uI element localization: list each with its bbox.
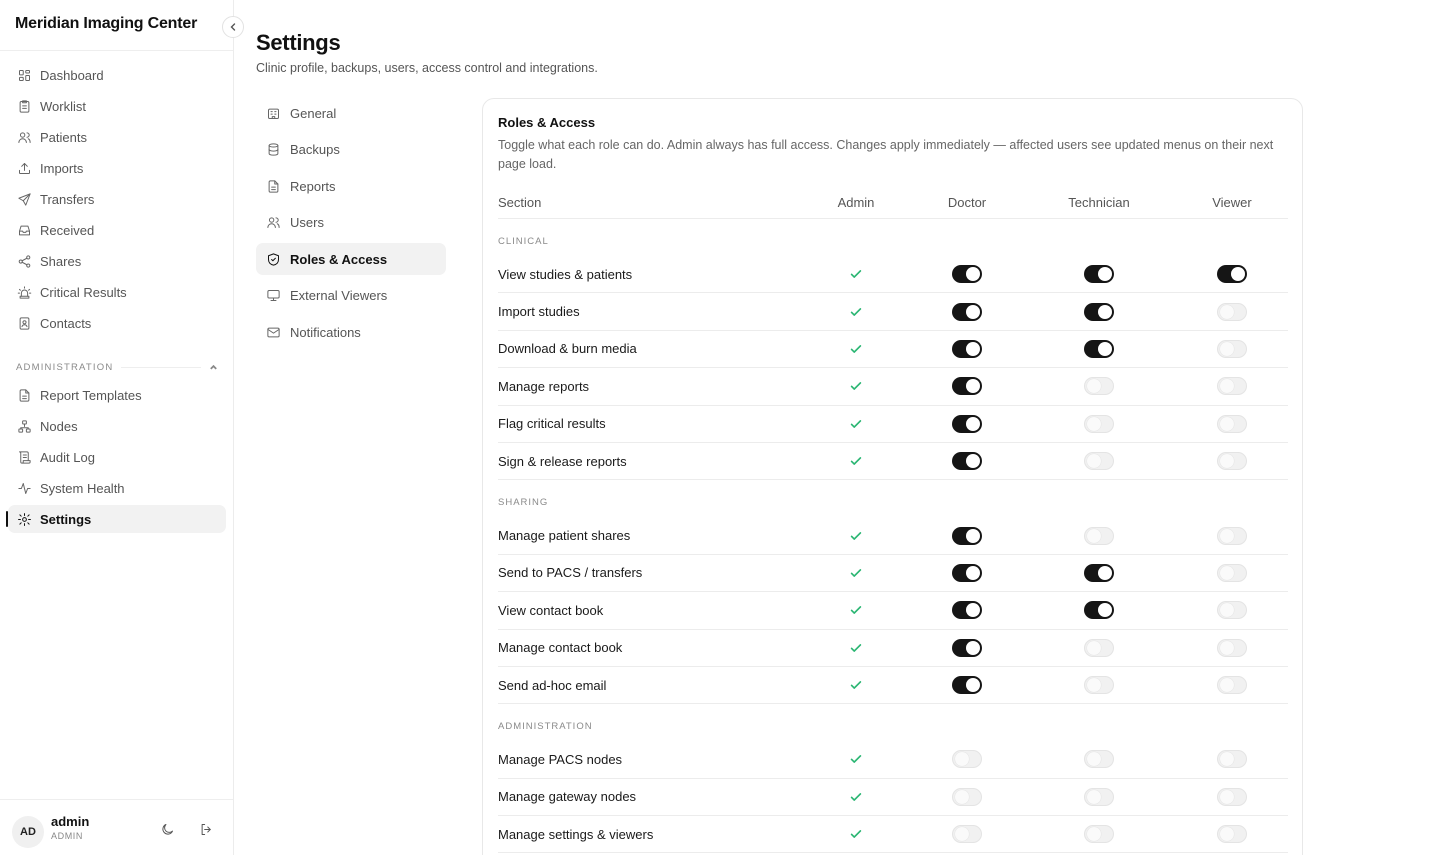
toggle-knob [966, 678, 980, 692]
viewer-cell [1182, 779, 1282, 815]
section-divider [121, 367, 201, 368]
technician-cell [1049, 630, 1149, 666]
doctor-cell [917, 630, 1017, 666]
permission-label: Manage settings & viewers [498, 826, 654, 842]
toggle-knob [1098, 603, 1112, 617]
toggle-knob [1087, 678, 1101, 692]
toggle-knob [966, 641, 980, 655]
nav-item-label: Backups [290, 142, 340, 158]
toggle-knob [1220, 678, 1234, 692]
viewer-cell [1182, 816, 1282, 852]
permission-label: View contact book [498, 602, 604, 618]
upload-icon [17, 161, 32, 176]
group-label-administration: ADMINISTRATION [498, 721, 593, 733]
column-header-section: Section [498, 195, 542, 210]
doctor-cell [917, 592, 1017, 628]
viewer-toggle[interactable] [1217, 303, 1247, 321]
check-icon [849, 603, 863, 617]
viewer-cell [1182, 368, 1282, 404]
toggle-knob [1087, 752, 1101, 766]
table-row [498, 592, 1288, 629]
permission-label: Flag critical results [498, 416, 606, 432]
table-row [498, 555, 1288, 592]
admin-cell [806, 779, 906, 815]
contact-book-icon [17, 316, 32, 331]
monitor-icon [266, 288, 281, 303]
table-row [498, 293, 1288, 330]
viewer-toggle[interactable] [1217, 340, 1247, 358]
toggle-knob [966, 417, 980, 431]
doctor-toggle[interactable] [952, 639, 982, 657]
table-row [498, 667, 1288, 704]
moon-icon [160, 822, 175, 837]
viewer-toggle[interactable] [1217, 415, 1247, 433]
roles-access-card [482, 98, 1303, 855]
technician-cell [1049, 293, 1149, 329]
nav-item-label: System Health [40, 480, 125, 496]
admin-cell [806, 555, 906, 591]
shield-check-icon [266, 252, 281, 267]
viewer-cell [1182, 517, 1282, 553]
nav-item-label: Reports [290, 178, 336, 194]
doctor-cell [917, 368, 1017, 404]
column-header-viewer: Viewer [1212, 195, 1252, 210]
dashboard-icon [17, 68, 32, 83]
doctor-toggle[interactable] [952, 564, 982, 582]
settings-nav-item-external-viewers[interactable] [256, 280, 446, 312]
permission-label: Download & burn media [498, 341, 637, 357]
mail-icon [266, 325, 281, 340]
logout-icon [199, 822, 214, 837]
avatar[interactable]: AD [12, 816, 44, 848]
logout-button[interactable] [197, 820, 215, 838]
check-icon [849, 827, 863, 841]
nav-item-label: Received [40, 222, 95, 238]
file-text-icon [266, 179, 281, 194]
permission-label: Manage PACS nodes [498, 751, 623, 767]
admin-cell [806, 293, 906, 329]
viewer-cell [1182, 293, 1282, 329]
check-icon [849, 678, 863, 692]
gear-icon [17, 512, 32, 527]
toggle-knob [955, 790, 969, 804]
table-row [498, 779, 1288, 816]
toggle-knob [955, 752, 969, 766]
check-icon [849, 342, 863, 356]
toggle-knob [1098, 566, 1112, 580]
nav-item-label: Imports [40, 160, 84, 176]
technician-cell [1049, 256, 1149, 292]
toggle-knob [966, 267, 980, 281]
viewer-toggle[interactable] [1217, 564, 1247, 582]
check-icon [849, 305, 863, 319]
page-subtitle: Clinic profile, backups, users, access control and integrations. [256, 61, 598, 75]
technician-cell [1049, 816, 1149, 852]
toggle-knob [1220, 379, 1234, 393]
doctor-toggle[interactable] [952, 340, 982, 358]
admin-cell [806, 443, 906, 479]
doctor-cell [917, 331, 1017, 367]
chevron-left-icon [228, 22, 238, 32]
admin-cell [806, 517, 906, 553]
admin-cell [806, 331, 906, 367]
permission-label: Send ad-hoc email [498, 677, 607, 693]
sidebar-item-nodes[interactable] [8, 412, 226, 440]
technician-cell [1049, 555, 1149, 591]
technician-toggle[interactable] [1084, 415, 1114, 433]
table-row [498, 406, 1288, 443]
toggle-knob [1087, 790, 1101, 804]
technician-toggle[interactable] [1084, 639, 1114, 657]
viewer-toggle[interactable] [1217, 825, 1247, 843]
settings-nav-item-general[interactable] [256, 97, 446, 129]
toggle-knob [1087, 417, 1101, 431]
permission-label: Manage reports [498, 378, 590, 394]
toggle-knob [1220, 342, 1234, 356]
admin-cell [806, 592, 906, 628]
check-icon [849, 752, 863, 766]
doctor-toggle[interactable] [952, 825, 982, 843]
nav-item-label: Users [290, 215, 324, 231]
chevron-up-icon [209, 363, 218, 372]
technician-cell [1049, 741, 1149, 777]
technician-cell [1049, 443, 1149, 479]
technician-cell [1049, 406, 1149, 442]
permission-label: Import studies [498, 304, 580, 320]
brand-divider [0, 50, 233, 51]
permission-label: Manage patient shares [498, 528, 631, 544]
doctor-cell [917, 741, 1017, 777]
nav-item-label: General [290, 105, 337, 121]
toggle-knob [1220, 752, 1234, 766]
doctor-cell [917, 816, 1017, 852]
clipboard-icon [17, 99, 32, 114]
settings-nav-item-users[interactable] [256, 207, 446, 239]
permission-label: Sign & release reports [498, 453, 627, 469]
inbox-icon [17, 223, 32, 238]
column-header-admin: Admin [837, 195, 875, 210]
doctor-toggle[interactable] [952, 452, 982, 470]
activity-icon [17, 481, 32, 496]
toggle-knob [1087, 529, 1101, 543]
column-header-technician: Technician [1068, 195, 1130, 210]
doctor-cell [917, 293, 1017, 329]
admin-cell [806, 667, 906, 703]
page-title: Settings [256, 30, 341, 55]
doctor-toggle[interactable] [952, 265, 982, 283]
viewer-cell [1182, 331, 1282, 367]
viewer-cell [1182, 555, 1282, 591]
brand-name: Meridian Imaging Center [15, 15, 198, 32]
table-row [498, 517, 1288, 554]
doctor-toggle[interactable] [952, 377, 982, 395]
technician-toggle[interactable] [1084, 265, 1114, 283]
doctor-cell [917, 667, 1017, 703]
settings-nav-item-backups[interactable] [256, 134, 446, 166]
admin-cell [806, 816, 906, 852]
doctor-cell [917, 555, 1017, 591]
toggle-knob [966, 342, 980, 356]
technician-toggle[interactable] [1084, 601, 1114, 619]
check-icon [849, 641, 863, 655]
viewer-cell [1182, 667, 1282, 703]
toggle-knob [966, 305, 980, 319]
toggle-knob [1098, 342, 1112, 356]
check-icon [849, 790, 863, 804]
technician-toggle[interactable] [1084, 527, 1114, 545]
toggle-knob [1087, 641, 1101, 655]
sidebar-item-worklist[interactable] [8, 92, 226, 120]
sidebar-item-settings[interactable] [8, 505, 226, 533]
toggle-knob [1220, 454, 1234, 468]
doctor-cell [917, 779, 1017, 815]
admin-section-header[interactable] [16, 362, 218, 373]
toggle-knob [966, 603, 980, 617]
viewer-cell [1182, 406, 1282, 442]
nav-item-label: Nodes [40, 418, 78, 434]
permission-label: Manage contact book [498, 640, 623, 656]
viewer-toggle[interactable] [1217, 639, 1247, 657]
technician-toggle[interactable] [1084, 564, 1114, 582]
technician-toggle[interactable] [1084, 788, 1114, 806]
users-icon [17, 130, 32, 145]
nav-item-label: Settings [40, 511, 92, 527]
check-icon [849, 529, 863, 543]
doctor-toggle[interactable] [952, 303, 982, 321]
toggle-knob [1220, 305, 1234, 319]
check-icon [849, 417, 863, 431]
database-icon [266, 142, 281, 157]
table-row [498, 741, 1288, 778]
doctor-toggle[interactable] [952, 527, 982, 545]
toggle-knob [1087, 454, 1101, 468]
nav-item-label: Critical Results [40, 285, 127, 301]
viewer-toggle[interactable] [1217, 676, 1247, 694]
permission-label: Send to PACS / transfers [498, 565, 643, 581]
admin-cell [806, 741, 906, 777]
nav-item-label: External Viewers [290, 288, 388, 304]
doctor-toggle[interactable] [952, 415, 982, 433]
sidebar-item-dashboard[interactable] [8, 61, 226, 89]
admin-cell [806, 256, 906, 292]
active-indicator [6, 511, 8, 527]
settings-nav-item-roles-and-access[interactable] [256, 243, 446, 275]
building-icon [266, 106, 281, 121]
doctor-cell [917, 406, 1017, 442]
toggle-knob [1220, 603, 1234, 617]
sidebar-item-report-templates[interactable] [8, 381, 226, 409]
toggle-knob [1231, 267, 1245, 281]
viewer-toggle[interactable] [1217, 601, 1247, 619]
table-header [498, 187, 1288, 219]
doctor-cell [917, 256, 1017, 292]
sidebar-item-audit-log[interactable] [8, 443, 226, 471]
toggle-knob [966, 529, 980, 543]
technician-toggle[interactable] [1084, 303, 1114, 321]
nav-item-label: Worklist [40, 98, 86, 114]
sidebar-item-patients[interactable] [8, 123, 226, 151]
admin-cell [806, 630, 906, 666]
viewer-cell [1182, 741, 1282, 777]
viewer-toggle[interactable] [1217, 377, 1247, 395]
toggle-knob [1220, 417, 1234, 431]
toggle-knob [1098, 305, 1112, 319]
scroll-icon [17, 450, 32, 465]
sidebar [0, 0, 234, 855]
nav-item-label: Notifications [290, 325, 361, 341]
toggle-knob [1098, 267, 1112, 281]
user-role: ADMIN [51, 831, 83, 841]
viewer-toggle[interactable] [1217, 265, 1247, 283]
check-icon [849, 454, 863, 468]
viewer-toggle[interactable] [1217, 527, 1247, 545]
nav-item-label: Contacts [40, 316, 92, 332]
card-description: Toggle what each role can do. Admin always has full access. Changes apply immediately — affected users see updated menus on their next page load. [498, 138, 1274, 171]
users-icon [266, 215, 281, 230]
card-title: Roles & Access [498, 115, 596, 130]
admin-cell [806, 406, 906, 442]
table-row [498, 256, 1288, 293]
group-label-sharing: SHARING [498, 497, 549, 509]
technician-cell [1049, 517, 1149, 553]
nav-item-label: Roles & Access [290, 251, 388, 267]
check-icon [849, 566, 863, 580]
technician-toggle[interactable] [1084, 452, 1114, 470]
sidebar-item-transfers[interactable] [8, 185, 226, 213]
nav-item-label: Dashboard [40, 67, 104, 83]
toggle-knob [1087, 379, 1101, 393]
viewer-toggle[interactable] [1217, 788, 1247, 806]
table-body [498, 219, 1288, 855]
permissions-table [498, 187, 1288, 855]
doctor-cell [917, 443, 1017, 479]
technician-cell [1049, 368, 1149, 404]
technician-cell [1049, 331, 1149, 367]
send-icon [17, 192, 32, 207]
doctor-toggle[interactable] [952, 601, 982, 619]
admin-section-label: ADMINISTRATION [16, 362, 114, 373]
viewer-cell [1182, 592, 1282, 628]
column-header-doctor: Doctor [947, 195, 987, 210]
toggle-knob [966, 379, 980, 393]
sidebar-item-received[interactable] [8, 216, 226, 244]
table-row [498, 443, 1288, 480]
siren-icon [17, 285, 32, 300]
technician-cell [1049, 667, 1149, 703]
toggle-knob [966, 454, 980, 468]
doctor-toggle[interactable] [952, 676, 982, 694]
sidebar-item-shares[interactable] [8, 248, 226, 276]
toggle-knob [1220, 641, 1234, 655]
main-nav [8, 61, 226, 341]
permission-label: Manage gateway nodes [498, 789, 637, 805]
toggle-knob [1087, 827, 1101, 841]
viewer-toggle[interactable] [1217, 750, 1247, 768]
doctor-toggle[interactable] [952, 750, 982, 768]
user-panel [0, 799, 233, 855]
table-row [498, 368, 1288, 405]
table-row [498, 630, 1288, 667]
check-icon [849, 379, 863, 393]
viewer-cell [1182, 256, 1282, 292]
file-text-icon [17, 388, 32, 403]
technician-toggle[interactable] [1084, 676, 1114, 694]
settings-nav-item-notifications[interactable] [256, 317, 446, 349]
settings-nav [256, 97, 446, 353]
nav-item-label: Transfers [40, 191, 95, 207]
toggle-knob [955, 827, 969, 841]
settings-nav-item-reports[interactable] [256, 170, 446, 202]
table-row [498, 816, 1288, 853]
sidebar-item-critical-results[interactable] [8, 279, 226, 307]
toggle-knob [966, 566, 980, 580]
theme-toggle-button[interactable] [158, 820, 176, 838]
doctor-cell [917, 517, 1017, 553]
nav-item-label: Shares [40, 254, 82, 270]
check-icon [849, 267, 863, 281]
technician-cell [1049, 779, 1149, 815]
doctor-toggle[interactable] [952, 788, 982, 806]
toggle-knob [1220, 790, 1234, 804]
sidebar-item-imports[interactable] [8, 154, 226, 182]
nav-item-label: Patients [40, 129, 87, 145]
viewer-cell [1182, 630, 1282, 666]
collapse-sidebar-button[interactable] [222, 16, 244, 38]
viewer-cell [1182, 443, 1282, 479]
technician-cell [1049, 592, 1149, 628]
technician-toggle[interactable] [1084, 377, 1114, 395]
permission-label: View studies & patients [498, 266, 633, 282]
user-name: admin [51, 814, 90, 829]
technician-toggle[interactable] [1084, 340, 1114, 358]
viewer-toggle[interactable] [1217, 452, 1247, 470]
toggle-knob [1220, 529, 1234, 543]
technician-toggle[interactable] [1084, 750, 1114, 768]
toggle-knob [1220, 827, 1234, 841]
technician-toggle[interactable] [1084, 825, 1114, 843]
network-icon [17, 419, 32, 434]
nav-item-label: Report Templates [40, 387, 142, 403]
sidebar-item-system-health[interactable] [8, 474, 226, 502]
admin-cell [806, 368, 906, 404]
table-row [498, 331, 1288, 368]
sidebar-item-contacts[interactable] [8, 310, 226, 338]
toggle-knob [1220, 566, 1234, 580]
nav-item-label: Audit Log [40, 449, 95, 465]
group-label-clinical: CLINICAL [498, 236, 549, 247]
share-icon [17, 254, 32, 269]
admin-nav [8, 381, 226, 536]
